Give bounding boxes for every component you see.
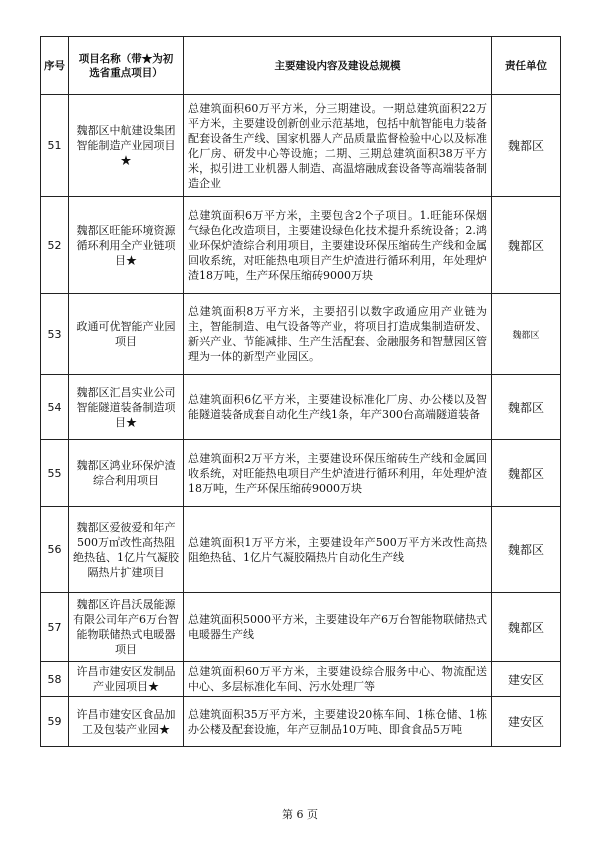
row-name: 魏都区中航建设集团智能制造产业园项目★ (69, 95, 184, 197)
row-name: 魏都区汇昌实业公司智能隧道装备制造项目★ (69, 375, 184, 440)
row-content: 总建筑面积2万平方米，主要建设环保压缩砖生产线和金属回收系统，对旺能热电项目产生炉渣进行循环利用，年处理炉渣18万吨，生产环保压缩砖9000万块 (184, 440, 492, 507)
row-name: 魏都区许昌沃晟能源有限公司年产6万台智能物联储热式电暖器项目 (69, 593, 184, 662)
row-unit: 魏都区 (492, 507, 561, 593)
row-name: 魏都区鸿业环保炉渣综合利用项目 (69, 440, 184, 507)
table-row (41, 440, 561, 507)
row-no: 56 (41, 507, 69, 593)
row-content: 总建筑面积5000平方米，主要建设年产6万台智能物联储热式电暖器生产线 (184, 593, 492, 662)
row-name: 政通可优智能产业园项目 (69, 294, 184, 375)
row-unit: 魏都区 (492, 375, 561, 440)
row-no: 53 (41, 294, 69, 375)
row-name: 许昌市建安区食品加工及包装产业园★ (69, 697, 184, 747)
row-no: 52 (41, 197, 69, 294)
row-no: 57 (41, 593, 69, 662)
row-content: 总建筑面积35万平方米，主要建设20栋车间、1栋仓储、1栋办公楼及配套设施，年产豆制品10万吨、即食食品5万吨 (184, 697, 492, 747)
table-row (41, 197, 561, 294)
table-row (41, 375, 561, 440)
row-content: 总建筑面积1万平方米，主要建设年产500万平方米改性高热阻绝热毡、1亿片气凝胶隔热片自动化生产线 (184, 507, 492, 593)
row-no: 59 (41, 697, 69, 747)
row-content: 总建筑面积8万平方米，主要招引以数字政通应用产业链为主，智能制造、电气设备等产业，将项目打造成集制造研发、新兴产业、节能减排、生产生活配套、金融服务和智慧园区管理为一体的新型产业园区。 (184, 294, 492, 375)
table-row (41, 697, 561, 747)
row-content: 总建筑面积60万平方米，主要建设综合服务中心、物流配送中心、多层标准化车间、污水处理厂等 (184, 662, 492, 697)
table-row (41, 507, 561, 593)
row-unit: 魏都区 (492, 95, 561, 197)
row-no: 54 (41, 375, 69, 440)
header-unit: 责任单位 (492, 37, 561, 95)
project-table (40, 36, 561, 747)
row-unit: 建安区 (492, 697, 561, 747)
table-header-row (41, 37, 561, 95)
row-unit: 建安区 (492, 662, 561, 697)
table-row (41, 95, 561, 197)
row-name: 许昌市建安区发制品产业园项目★ (69, 662, 184, 697)
header-content: 主要建设内容及建设总规模 (184, 37, 492, 95)
page-number: 第 6 页 (282, 808, 318, 821)
row-no: 51 (41, 95, 69, 197)
table-row (41, 593, 561, 662)
row-name: 魏都区爱彼爱和年产500万㎡改性高热阻绝热毡、1亿片气凝胶隔热片扩建项目 (69, 507, 184, 593)
row-no: 55 (41, 440, 69, 507)
header-name: 项目名称（带★为初选省重点项目） (69, 37, 184, 95)
header-no: 序号 (41, 37, 69, 95)
row-name: 魏都区旺能环境资源循环利用全产业链项目★ (69, 197, 184, 294)
row-content: 总建筑面积60万平方米，分三期建设。一期总建筑面积22万平方米，主要建设创新创业示范基地，包括中航智能电力装备配套设备生产线、国家机器人产品质量监督检验中心以及标准化厂房、研发中心等设施；二期、三期总建筑面积38万平方米，拟引进工业机器人制造、高温熔融成套设备等高端装备制造企业 (184, 95, 492, 197)
row-unit: 魏都区 (492, 294, 561, 375)
row-unit: 魏都区 (492, 440, 561, 507)
row-unit: 魏都区 (492, 197, 561, 294)
table-row (41, 294, 561, 375)
row-unit: 魏都区 (492, 593, 561, 662)
row-content: 总建筑面积6万平方米，主要包含2个子项目。1.旺能环保烟气绿色化改造项目，主要建设绿色化技术提升系统设备；2.鸿业环保炉渣综合利用项目，主要建设环保压缩砖生产线和金属回收系统，对旺能热电项目产生炉渣进行循环利用，年处理炉渣18万吨，生产环保压缩砖9000万块 (184, 197, 492, 294)
row-no: 58 (41, 662, 69, 697)
row-content: 总建筑面积6亿平方米，主要建设标准化厂房、办公楼以及智能隧道装备成套自动化生产线1条，年产300台高端隧道装备 (184, 375, 492, 440)
table-row (41, 662, 561, 697)
